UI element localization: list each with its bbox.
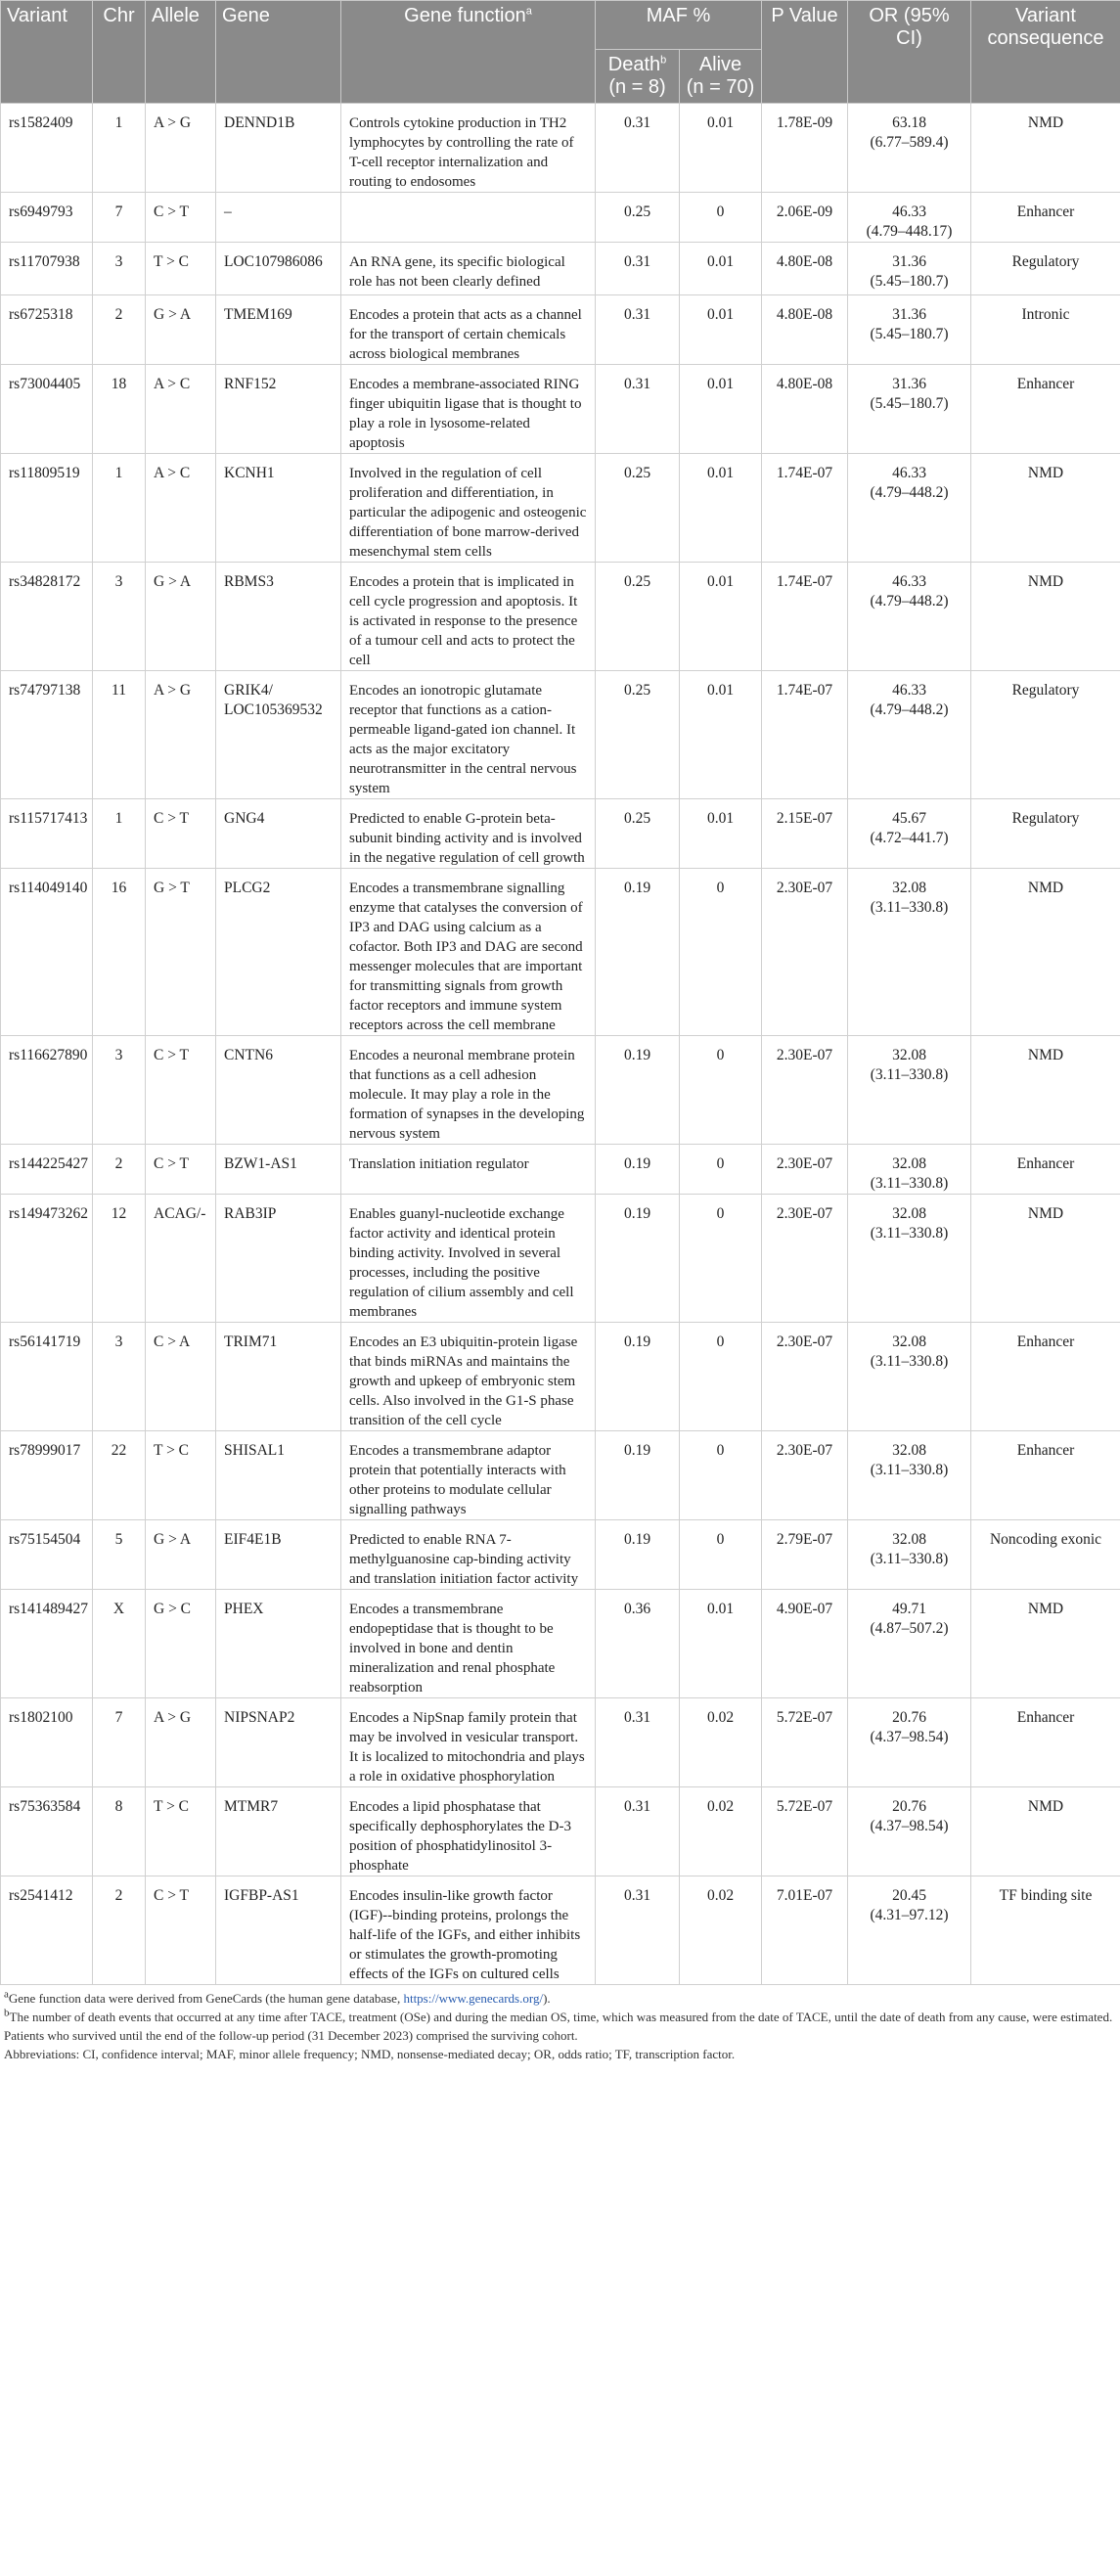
cell-pvalue: 1.74E-07 [762,671,848,799]
cell-maf-alive: 0.01 [680,671,762,799]
cell-pvalue: 1.78E-09 [762,104,848,193]
or-ci: (4.37–98.54) [870,1818,949,1834]
cell-gene-function: Encodes an ionotropic glutamate receptor that functions as a cation-permeable ligand-gated ion channel. It acts as the major excitatory neurotransmitter in the central nervous system [341,671,596,799]
cell-variant: rs11809519 [1,454,93,563]
cell-chr: 12 [93,1195,146,1323]
cell-maf-alive: 0 [680,193,762,243]
footnote-a-text: Gene function data were derived from GeneCards (the human gene database, [8,1991,404,2006]
footnote-abbreviations: Abbreviations: CI, confidence interval; MAF, minor allele frequency; NMD, nonsense-mediated decay; OR, odds ratio; TF, transcription factor. [4,2047,736,2061]
cell-gene: IGFBP-AS1 [216,1876,341,1985]
cell-variant: rs141489427 [1,1590,93,1698]
cell-consequence: Regulatory [971,671,1120,799]
table-row [1,1145,1120,1195]
cell-maf-death: 0.31 [596,1698,680,1787]
cell-consequence: NMD [971,454,1120,563]
cell-gene-function: Encodes a NipSnap family protein that may be involved in vesicular transport. It is localized to mitochondria and plays a role in oxidative phosphorylation [341,1698,596,1787]
or-ci: (3.11–330.8) [870,1225,949,1242]
cell-chr: 2 [93,1145,146,1195]
cell-gene-function: Enables guanyl-nucleotide exchange factor activity and identical protein binding activity. Involved in several processes, including the positive regulation of cilium assembly and cell membranes [341,1195,596,1323]
cell-consequence: NMD [971,563,1120,671]
cell-or [848,563,971,671]
cell-maf-alive: 0 [680,1195,762,1323]
cell-or [848,1431,971,1520]
cell-gene-function: Encodes an E3 ubiquitin-protein ligase that binds miRNAs and maintains the growth and upkeep of embryonic stem cells. Also involved in the G1-S phase transition of the cell cycle [341,1323,596,1431]
footnote-marker-b: b [660,54,667,67]
or-ci: (5.45–180.7) [870,395,949,412]
cell-gene: PLCG2 [216,869,341,1036]
table-row [1,1036,1120,1145]
cell-gene: SHISAL1 [216,1431,341,1520]
cell-pvalue: 2.30E-07 [762,1036,848,1145]
cell-allele: A > C [146,454,216,563]
cell-gene: NIPSNAP2 [216,1698,341,1787]
cell-maf-alive: 0.02 [680,1787,762,1876]
cell-allele: G > A [146,563,216,671]
cell-pvalue: 2.30E-07 [762,1145,848,1195]
cell-maf-alive: 0.01 [680,1590,762,1698]
cell-pvalue: 4.80E-08 [762,243,848,295]
cell-pvalue: 5.72E-07 [762,1698,848,1787]
cell-gene-function: Controls cytokine production in TH2 lymphocytes by controlling the rate of T-cell receptor internalization and routing to endosomes [341,104,596,193]
cell-allele: A > G [146,671,216,799]
cell-gene: GRIK4/ LOC105369532 [216,671,341,799]
cell-variant: rs2541412 [1,1876,93,1985]
cell-chr: 3 [93,243,146,295]
cell-variant: rs78999017 [1,1431,93,1520]
cell-gene: TMEM169 [216,295,341,365]
cell-gene: KCNH1 [216,454,341,563]
or-value: 20.45 [892,1887,926,1904]
cell-allele: T > C [146,243,216,295]
cell-maf-alive: 0 [680,1036,762,1145]
cell-chr: 3 [93,1036,146,1145]
cell-maf-death: 0.31 [596,1876,680,1985]
cell-maf-alive: 0 [680,1520,762,1590]
cell-or [848,1195,971,1323]
cell-or [848,1590,971,1698]
cell-variant: rs6949793 [1,193,93,243]
or-value: 31.36 [892,306,926,323]
cell-or [848,1876,971,1985]
table-row [1,799,1120,869]
cell-gene: GNG4 [216,799,341,869]
cell-maf-death: 0.25 [596,193,680,243]
cell-pvalue: 4.90E-07 [762,1590,848,1698]
cell-maf-alive: 0.01 [680,295,762,365]
cell-pvalue: 1.74E-07 [762,454,848,563]
cell-chr: X [93,1590,146,1698]
cell-allele: C > A [146,1323,216,1431]
cell-consequence: Enhancer [971,1323,1120,1431]
cell-or [848,1145,971,1195]
cell-maf-alive: 0 [680,1323,762,1431]
cell-consequence: Noncoding exonic [971,1520,1120,1590]
cell-maf-death: 0.31 [596,295,680,365]
cell-or [848,1323,971,1431]
or-value: 32.08 [892,1205,926,1222]
cell-chr: 2 [93,295,146,365]
header-maf: MAF % [596,1,762,50]
or-ci: (3.11–330.8) [870,1066,949,1083]
cell-consequence: TF binding site [971,1876,1120,1985]
cell-maf-alive: 0 [680,1431,762,1520]
footnote-b [4,2008,1116,2045]
cell-chr: 8 [93,1787,146,1876]
or-value: 46.33 [892,573,926,590]
header-gene-function-label: Gene function [404,5,526,26]
cell-maf-death: 0.19 [596,869,680,1036]
cell-pvalue: 1.74E-07 [762,563,848,671]
cell-variant: rs73004405 [1,365,93,454]
cell-maf-death: 0.31 [596,365,680,454]
cell-consequence: Enhancer [971,193,1120,243]
cell-variant: rs1582409 [1,104,93,193]
cell-maf-death: 0.25 [596,563,680,671]
table-header [1,1,1120,104]
cell-pvalue: 2.30E-07 [762,1195,848,1323]
or-ci: (3.11–330.8) [870,1175,949,1192]
cell-or [848,671,971,799]
cell-gene: PHEX [216,1590,341,1698]
or-value: 46.33 [892,203,926,220]
header-gene: Gene [216,1,341,104]
cell-consequence: Enhancer [971,1145,1120,1195]
cell-pvalue: 2.30E-07 [762,869,848,1036]
cell-allele: A > C [146,365,216,454]
cell-pvalue: 2.15E-07 [762,799,848,869]
cell-variant: rs6725318 [1,295,93,365]
cell-maf-alive: 0.01 [680,454,762,563]
cell-allele: C > T [146,1036,216,1145]
cell-or [848,1698,971,1787]
cell-maf-alive: 0.01 [680,563,762,671]
or-ci: (5.45–180.7) [870,326,949,342]
cell-gene: MTMR7 [216,1787,341,1876]
cell-allele: C > T [146,1876,216,1985]
header-consequence: Variant consequence [971,1,1120,104]
table-row [1,1431,1120,1520]
table-row [1,295,1120,365]
header-death-label: Death [607,54,661,75]
cell-gene-function: Involved in the regulation of cell proliferation and differentiation, in particular the adipogenic and osteogenic differentiation of bone marrow-derived mesenchymal stem cells [341,454,596,563]
or-ci: (4.79–448.2) [870,593,949,610]
cell-allele: T > C [146,1431,216,1520]
or-value: 32.08 [892,1333,926,1350]
cell-pvalue: 2.06E-09 [762,193,848,243]
table-row [1,1323,1120,1431]
cell-variant: rs114049140 [1,869,93,1036]
cell-chr: 1 [93,454,146,563]
cell-gene-function: Predicted to enable RNA 7-methylguanosine cap-binding activity and translation initiation factor activity [341,1520,596,1590]
cell-variant: rs1802100 [1,1698,93,1787]
table-row [1,1195,1120,1323]
or-value: 49.71 [892,1601,926,1617]
cell-or [848,243,971,295]
cell-variant: rs74797138 [1,671,93,799]
header-alive-label: Alive [698,54,742,75]
table-row [1,869,1120,1036]
cell-consequence: NMD [971,1195,1120,1323]
cell-gene: – [216,193,341,243]
footnote-marker-a: a [525,5,532,18]
or-ci: (5.45–180.7) [870,273,949,290]
cell-allele: G > A [146,295,216,365]
or-value: 46.33 [892,465,926,481]
footnote-a [4,1989,1116,2008]
cell-allele: G > T [146,869,216,1036]
cell-maf-death: 0.25 [596,454,680,563]
cell-maf-death: 0.31 [596,1787,680,1876]
cell-variant: rs11707938 [1,243,93,295]
cell-maf-death: 0.19 [596,1195,680,1323]
cell-pvalue: 2.30E-07 [762,1431,848,1520]
cell-gene-function [341,193,596,243]
cell-consequence: NMD [971,104,1120,193]
footnote-b-mark: b [4,2007,10,2019]
cell-allele: ACAG/- [146,1195,216,1323]
cell-maf-death: 0.19 [596,1520,680,1590]
cell-maf-death: 0.19 [596,1431,680,1520]
table-footnotes [0,1989,1120,2063]
cell-gene-function: Encodes insulin-like growth factor (IGF)--binding proteins, prolongs the half-life of the IGFs, and either inhibits or stimulates the growth-promoting effects of the IGFs on cultured cells [341,1876,596,1985]
cell-consequence: Enhancer [971,1698,1120,1787]
table-body [1,104,1120,1985]
cell-allele: C > T [146,1145,216,1195]
table-row [1,1698,1120,1787]
cell-gene-function: Translation initiation regulator [341,1145,596,1195]
or-ci: (4.37–98.54) [870,1729,949,1745]
cell-gene: CNTN6 [216,1036,341,1145]
cell-gene: RBMS3 [216,563,341,671]
cell-chr: 1 [93,799,146,869]
cell-consequence: NMD [971,869,1120,1036]
header-chr: Chr [93,1,146,104]
cell-gene-function: An RNA gene, its specific biological role has not been clearly defined [341,243,596,295]
table-row [1,1876,1120,1985]
cell-or [848,1036,971,1145]
cell-chr: 7 [93,1698,146,1787]
or-value: 20.76 [892,1798,926,1815]
cell-maf-death: 0.36 [596,1590,680,1698]
cell-or [848,1787,971,1876]
cell-maf-death: 0.25 [596,671,680,799]
cell-chr: 7 [93,193,146,243]
header-variant: Variant [1,1,93,104]
cell-maf-alive: 0.02 [680,1698,762,1787]
cell-maf-death: 0.19 [596,1323,680,1431]
cell-variant: rs149473262 [1,1195,93,1323]
or-ci: (6.77–589.4) [870,134,949,151]
cell-maf-alive: 0.01 [680,243,762,295]
cell-gene: DENND1B [216,104,341,193]
cell-allele: A > G [146,1698,216,1787]
cell-pvalue: 7.01E-07 [762,1876,848,1985]
table-row [1,365,1120,454]
cell-gene: EIF4E1B [216,1520,341,1590]
cell-maf-death: 0.25 [596,799,680,869]
table-row [1,1590,1120,1698]
cell-allele: A > G [146,104,216,193]
cell-gene-function: Encodes a protein that acts as a channel for the transport of certain chemicals across biological membranes [341,295,596,365]
or-value: 32.08 [892,1442,926,1459]
table-row [1,454,1120,563]
table-row [1,1520,1120,1590]
cell-chr: 5 [93,1520,146,1590]
cell-gene: LOC107986086 [216,243,341,295]
cell-gene-function: Predicted to enable G-protein beta-subunit binding activity and is involved in the negative regulation of cell growth [341,799,596,869]
or-ci: (4.79–448.2) [870,484,949,501]
or-value: 31.36 [892,376,926,392]
or-ci: (4.79–448.17) [866,223,953,240]
cell-or [848,193,971,243]
cell-gene: BZW1-AS1 [216,1145,341,1195]
or-value: 45.67 [892,810,926,827]
cell-maf-alive: 0.01 [680,365,762,454]
table-row [1,243,1120,295]
cell-consequence: Enhancer [971,1431,1120,1520]
or-value: 20.76 [892,1709,926,1726]
cell-allele: G > A [146,1520,216,1590]
cell-pvalue: 4.80E-08 [762,365,848,454]
cell-gene: RAB3IP [216,1195,341,1323]
header-alive [680,50,762,104]
cell-consequence: Enhancer [971,365,1120,454]
or-value: 32.08 [892,880,926,896]
or-ci: (4.31–97.12) [870,1907,949,1923]
or-ci: (3.11–330.8) [870,1551,949,1567]
header-allele: Allele [146,1,216,104]
cell-chr: 22 [93,1431,146,1520]
cell-gene-function: Encodes a transmembrane adaptor protein that potentially interacts with other proteins to modulate cellular signalling pathways [341,1431,596,1520]
table-row [1,671,1120,799]
cell-allele: G > C [146,1590,216,1698]
cell-pvalue: 5.72E-07 [762,1787,848,1876]
cell-chr: 3 [93,1323,146,1431]
or-value: 63.18 [892,114,926,131]
cell-variant: rs116627890 [1,1036,93,1145]
header-pvalue: P Value [762,1,848,104]
cell-chr: 11 [93,671,146,799]
cell-allele: C > T [146,193,216,243]
cell-consequence: Intronic [971,295,1120,365]
or-value: 46.33 [892,682,926,699]
table-row [1,104,1120,193]
cell-gene-function: Encodes a transmembrane endopeptidase that is thought to be involved in bone and dentin mineralization and renal phosphate reabsorption [341,1590,596,1698]
header-death [596,50,680,104]
cell-chr: 16 [93,869,146,1036]
or-value: 32.08 [892,1531,926,1548]
footnote-a-mark: a [4,1988,9,2001]
header-or: OR (95% CI) [848,1,971,104]
cell-maf-alive: 0 [680,869,762,1036]
cell-gene: TRIM71 [216,1323,341,1431]
table-row [1,193,1120,243]
cell-variant: rs34828172 [1,563,93,671]
header-death-n: (n = 8) [608,76,666,98]
cell-or [848,365,971,454]
cell-maf-death: 0.19 [596,1036,680,1145]
cell-maf-alive: 0.01 [680,104,762,193]
header-alive-n: (n = 70) [686,76,755,98]
cell-pvalue: 2.79E-07 [762,1520,848,1590]
or-value: 32.08 [892,1155,926,1172]
cell-or [848,869,971,1036]
cell-chr: 1 [93,104,146,193]
cell-variant: rs75363584 [1,1787,93,1876]
table-row [1,563,1120,671]
header-gene-function [341,1,596,104]
cell-or [848,295,971,365]
cell-allele: T > C [146,1787,216,1876]
or-ci: (3.11–330.8) [870,1462,949,1478]
cell-maf-alive: 0 [680,1145,762,1195]
or-ci: (4.87–507.2) [870,1620,949,1637]
cell-consequence: NMD [971,1036,1120,1145]
cell-consequence: NMD [971,1590,1120,1698]
cell-gene-function: Encodes a lipid phosphatase that specifically dephosphorylates the D-3 position of phosphatidylinositol 3-phosphate [341,1787,596,1876]
cell-maf-alive: 0.01 [680,799,762,869]
cell-gene-function: Encodes a transmembrane signalling enzyme that catalyses the conversion of IP3 and DAG using calcium as a cofactor. Both IP3 and DAG are second messenger molecules that are important for transmitting signals from growth factor receptors and immune system receptors across the cell membrane [341,869,596,1036]
cell-gene-function: Encodes a neuronal membrane protein that functions as a cell adhesion molecule. It may play a role in the formation of synapses in the developing nervous system [341,1036,596,1145]
or-ci: (4.72–441.7) [870,830,949,846]
cell-chr: 3 [93,563,146,671]
footnote-b-text: The number of death events that occurred at any time after TACE, treatment (OSe) and during the median OS, time, which was measured from the date of TACE, until the date of death from any cause, were estimated. Patients who survived until the end of the follow-up period (31 December 2023) comprised the surviving cohort. [4,2010,1113,2043]
cell-consequence: Regulatory [971,243,1120,295]
cell-or [848,1520,971,1590]
or-value: 32.08 [892,1047,926,1063]
cell-variant: rs75154504 [1,1520,93,1590]
cell-maf-death: 0.31 [596,104,680,193]
cell-gene-function: Encodes a membrane-associated RING finger ubiquitin ligase that is thought to play a role in lysosome-related apoptosis [341,365,596,454]
cell-pvalue: 2.30E-07 [762,1323,848,1431]
cell-allele: C > T [146,799,216,869]
cell-consequence: Regulatory [971,799,1120,869]
cell-chr: 18 [93,365,146,454]
cell-gene: RNF152 [216,365,341,454]
cell-pvalue: 4.80E-08 [762,295,848,365]
table-row [1,1787,1120,1876]
cell-maf-death: 0.19 [596,1145,680,1195]
footnote-a-end: ). [543,1991,551,2006]
cell-or [848,454,971,563]
cell-or [848,104,971,193]
cell-maf-death: 0.31 [596,243,680,295]
or-ci: (3.11–330.8) [870,1353,949,1370]
cell-variant: rs56141719 [1,1323,93,1431]
cell-variant: rs115717413 [1,799,93,869]
cell-gene-function: Encodes a protein that is implicated in cell cycle progression and apoptosis. It is activated in response to the presence of a tumour cell and acts to protect the cell [341,563,596,671]
or-value: 31.36 [892,253,926,270]
or-ci: (4.79–448.2) [870,701,949,718]
cell-variant: rs144225427 [1,1145,93,1195]
cell-or [848,799,971,869]
cell-chr: 2 [93,1876,146,1985]
genecards-link[interactable]: https://www.genecards.org/ [403,1991,544,2006]
cell-consequence: NMD [971,1787,1120,1876]
cell-maf-alive: 0.02 [680,1876,762,1985]
or-ci: (3.11–330.8) [870,899,949,916]
